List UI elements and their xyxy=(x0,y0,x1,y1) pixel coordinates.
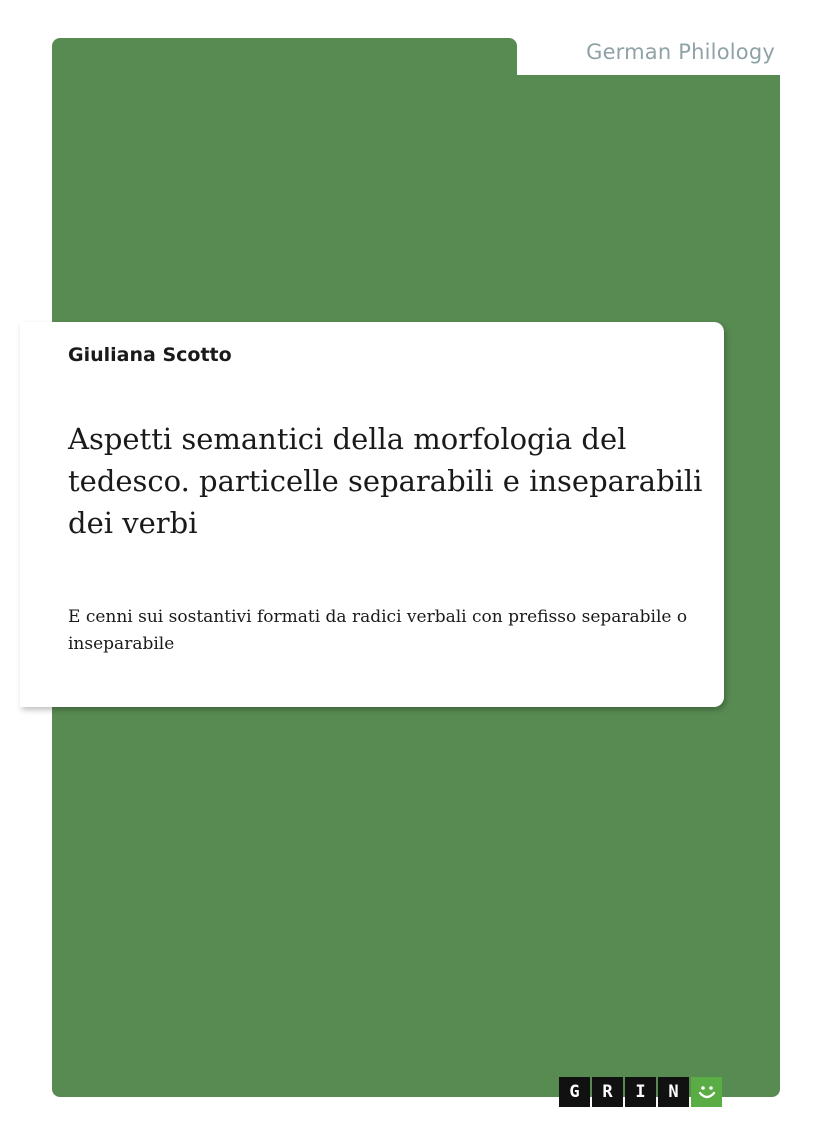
logo-letter-r: R xyxy=(592,1077,623,1107)
logo-letter-n: N xyxy=(658,1077,689,1107)
logo-letter-i: I xyxy=(625,1077,656,1107)
author-name: Giuliana Scotto xyxy=(68,344,232,366)
grin-logo xyxy=(559,1077,722,1107)
book-title: Aspetti semantici della morfologia del tedesco. particelle separabili e inseparabili dei verbi xyxy=(68,422,703,540)
logo-letter-g: G xyxy=(559,1077,590,1107)
smile-icon xyxy=(691,1077,722,1107)
title-card xyxy=(20,322,724,707)
book-subtitle: E cenni sui sostantivi formati da radici verbali con prefisso separabile o inseparabile xyxy=(68,607,688,654)
series-category: German Philology xyxy=(586,40,775,64)
